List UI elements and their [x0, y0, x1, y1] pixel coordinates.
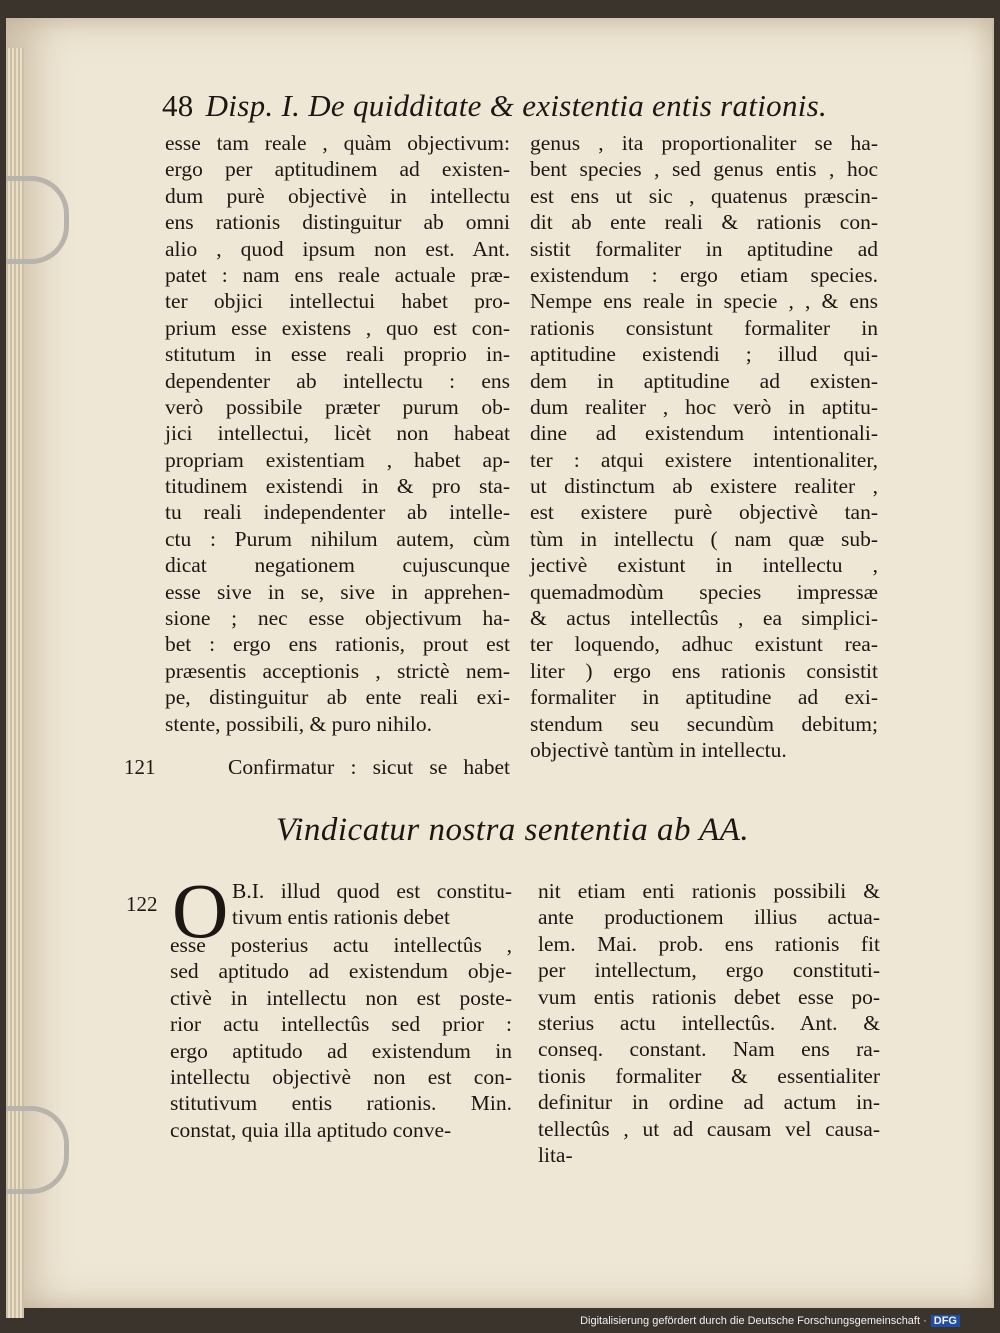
text-line: ens rationis distinguitur ab omni: [165, 210, 510, 235]
running-header: [162, 88, 827, 124]
drop-cap: O: [172, 867, 229, 954]
text-line: ergo per aptitudinem ad existen-: [165, 157, 510, 182]
text-line: definitur in ordine ad actum in-: [538, 1090, 880, 1115]
text-line: ctu : Purum nihilum autem, cùm: [165, 526, 510, 551]
text-line: dit ab ente reali & rationis con-: [530, 210, 878, 235]
text-line: tellectûs , ut ad causam vel causa-: [538, 1116, 880, 1141]
text-line: dependenter ab intellectu : ens: [165, 368, 510, 393]
text-line: bent species , sed genus entis , hoc: [530, 157, 878, 182]
text-line: jici intellectui, licèt non habeat: [165, 421, 510, 446]
text-line: dem in aptitudine ad existen-: [530, 368, 878, 393]
text-line: tu reali independenter ab intelle-: [165, 500, 510, 525]
text-line: liter ) ergo ens rationis consistit: [530, 658, 878, 683]
text-line: verò possibile præter purum ob-: [165, 394, 510, 419]
text-line: ante productionem illius actua-: [538, 905, 880, 930]
text-line: alio , quod ipsum non est. Ant.: [165, 236, 510, 261]
text-line: ter loquendo, adhuc existunt rea-: [530, 632, 878, 657]
text-line: tionis formaliter & essentialiter: [538, 1063, 880, 1088]
text-line: rationis consistunt formaliter in: [530, 315, 878, 340]
text-line: per intellectum, ergo constituti-: [538, 958, 880, 983]
text-line: aptitudine existendi ; illud qui-: [530, 342, 878, 367]
text-line: dum purè objectivè in intellectu: [165, 183, 510, 208]
text-line: objectivè tantùm in intellectu.: [530, 737, 787, 762]
text-line: præsentis acceptionis , strictè nem-: [165, 658, 510, 683]
running-title: Disp. I. De quidditate & existentia entis rationis.: [205, 88, 828, 123]
text-line: nit etiam enti rationis possibili &: [538, 879, 880, 903]
text-line: tùm in intellectu ( nam quæ sub-: [530, 526, 878, 551]
text-line: stitutum in esse reali proprio in-: [165, 342, 510, 367]
text-line: titudinem existendi in & pro sta-: [165, 474, 510, 499]
text-line: sistit formaliter in aptitudine ad: [530, 236, 878, 261]
text-line: bet : ergo ens rationis, prout est: [165, 632, 510, 657]
column-left-lower-first: [232, 878, 512, 931]
text-line: ut distinctum ab existere realiter ,: [530, 474, 878, 499]
dfg-logo: DFG: [931, 1315, 960, 1327]
text-line: lem. Mai. prob. ens rationis fit: [538, 931, 880, 956]
text-line: vum entis rationis debet esse po-: [538, 984, 880, 1009]
text-line: quemadmodùm species impressæ: [530, 579, 878, 604]
text-line: dum realiter , hoc verò in aptitu-: [530, 394, 878, 419]
text-line: tivum entis rationis debet: [232, 905, 450, 930]
text-line: ter objici intellectui habet pro-: [165, 289, 510, 314]
text-line: prium esse existens , quo est con-: [165, 315, 510, 340]
text-line: formaliter in aptitudine ad exi-: [530, 685, 878, 710]
text-line: genus , ita proportionaliter se ha-: [530, 131, 878, 155]
text-line: rior actu intellectûs sed prior :: [170, 1012, 512, 1037]
text-line: ter : atqui existere intentionaliter,: [530, 447, 878, 472]
page-clip-icon: [6, 176, 69, 264]
text-line: est existere purè objectivè tan-: [530, 500, 878, 525]
text-line: stendum seu secundùm debitum;: [530, 711, 878, 736]
text-line: esse tam reale , quàm objectivum:: [165, 131, 510, 155]
column-right-upper: [530, 130, 878, 763]
footer-text: Digitalisierung gefördert durch die Deutsche Forschungsgemeinschaft ·: [580, 1315, 927, 1327]
text-line: stitutivum entis rationis. Min.: [170, 1091, 512, 1116]
text-line: pe, distinguitur ab ente reali exi-: [165, 685, 510, 710]
paragraph-number-122: 122: [126, 892, 158, 916]
column-left-upper: [165, 130, 510, 737]
text-line: sione ; nec esse objectivum ha-: [165, 606, 510, 631]
text-line: patet : nam ens reale actuale præ-: [165, 262, 510, 287]
column-right-lower: [538, 878, 880, 1168]
text-line: sed aptitudo ad existendum obje-: [170, 959, 512, 984]
text-line: dicat negationem cujuscunque: [165, 553, 510, 578]
text-line: conseq. constant. Nam ens ra-: [538, 1037, 880, 1062]
text-line: B.I. illud quod est constitu-: [232, 879, 512, 903]
text-line: & actus intellectûs , ea simplici-: [530, 606, 878, 631]
text-line: esse posterius actu intellectûs ,: [170, 933, 512, 957]
section-title: Vindicatur nostra sententia ab AA.: [276, 812, 750, 848]
text-line: ergo aptitudo ad existendum in: [170, 1038, 512, 1063]
text-line: est ens ut sic , quatenus præscin-: [530, 183, 878, 208]
confirmatur-line: Confirmatur : sicut se habet: [228, 755, 510, 779]
page-clip-icon: [6, 1106, 69, 1194]
text-line: dine ad existendum intentionali-: [530, 421, 878, 446]
text-line: ctivè in intellectu non est poste-: [170, 985, 512, 1010]
text-line: sterius actu intellectûs. Ant. &: [538, 1010, 880, 1035]
text-line: esse sive in se, sive in apprehen-: [165, 579, 510, 604]
text-line: existendum : ergo etiam species.: [530, 262, 878, 287]
footer-credit: [580, 1315, 960, 1327]
text-line: Nempe ens reale in specie , , & ens: [530, 289, 878, 314]
text-line: propriam existentiam , habet ap-: [165, 447, 510, 472]
column-left-lower: [170, 932, 512, 1143]
paragraph-number-121: 121: [124, 755, 156, 779]
text-line: stente, possibili, & puro nihilo.: [165, 711, 432, 736]
text-line: constat, quia illa aptitudo conve-: [170, 1117, 452, 1142]
text-line: intellectu objectivè non est con-: [170, 1064, 512, 1089]
page-number: 48: [162, 88, 194, 123]
text-line: jectivè existunt in intellectu ,: [530, 553, 878, 578]
text-line: lita-: [538, 1142, 573, 1167]
